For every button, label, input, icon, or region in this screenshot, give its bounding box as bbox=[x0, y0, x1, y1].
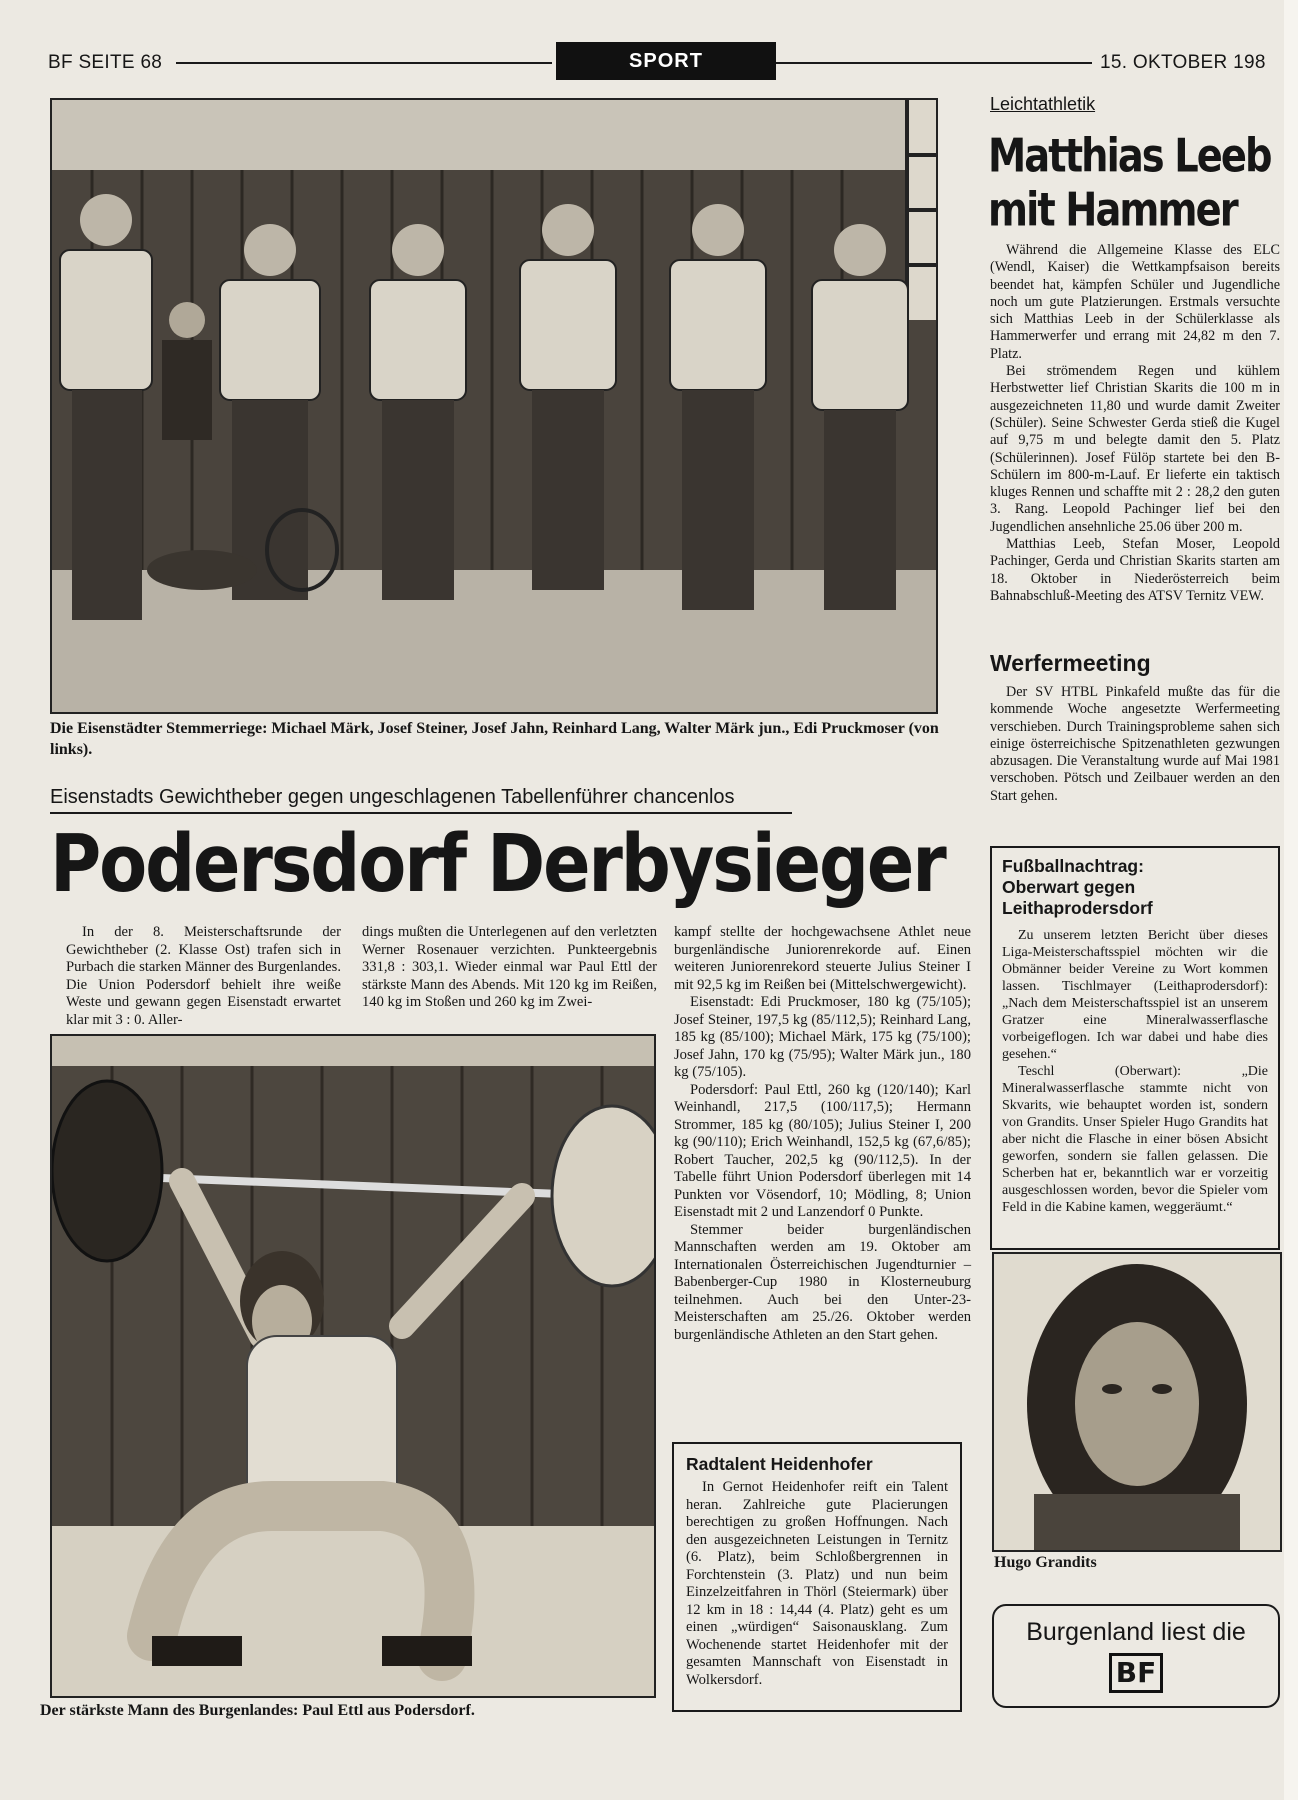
team-photo-illustration bbox=[52, 100, 936, 712]
portrait-illustration bbox=[994, 1254, 1280, 1550]
radtalent-box bbox=[672, 1442, 962, 1712]
sidebar-subtitle: Werfermeeting bbox=[990, 650, 1151, 676]
bf-logo: BF bbox=[1109, 1653, 1163, 1693]
sidebar-sub-body bbox=[990, 684, 1280, 805]
main-col-3-p1: kampf stellte der hochgewachsene Athlet neue burgenländische Juniorenrekorde auf. Einen weiteren Juniorenrekord steuerte Julius Steiner I mit 92,5 kg im Reißen bei (Mittelschwergewicht). bbox=[674, 924, 971, 993]
radtalent-text-wrap bbox=[686, 1479, 948, 1689]
header-rule-right bbox=[776, 62, 1092, 64]
main-col-3-p2: Eisenstadt: Edi Pruckmoser, 180 kg (75/105); Josef Steiner, 197,5 kg (85/112,5); Reinhard Lang, 185 kg (85/100); Michael Märk, 175 kg (75/100); Josef Jahn, 170 kg (75/95); Walter Märk jun., 180 kg (75/105). bbox=[674, 994, 971, 1080]
main-headline: Podersdorf Derbysieger bbox=[50, 818, 945, 911]
bf-ad-text: Burgenland liest die bbox=[1026, 1618, 1246, 1646]
team-photo bbox=[50, 98, 938, 714]
sidebar-headline-2: mit Hammer bbox=[988, 184, 1237, 237]
sidebar-p3: Matthias Leeb, Stefan Moser, Leopold Pachinger, Gerda und Christian Skarits starten am 18. Oktober in Niederösterreich beim Bahnabschluß-Meeting des ATSV Ternitz VEW. bbox=[990, 536, 1280, 604]
main-col-3 bbox=[674, 924, 971, 1344]
page-edge bbox=[1284, 0, 1298, 1800]
bf-ad bbox=[992, 1604, 1280, 1708]
fussball-box bbox=[990, 846, 1280, 1250]
issue-date: 15. OKTOBER 198 bbox=[1100, 52, 1266, 73]
fussball-text: Zu unserem letzten Bericht über dieses Liga-Meisterschaftsspiel möchten wir die Obmänner beider Vereine zu Wort kommen lassen. Tischlmayer (Leithaprodersdorf): „Nach dem Meisterschaftsspiel ist an unserem Gratzer eine Mineralwasserflasche vorbeigeflogen. Ich war dabei und habe dies gesehen.“ bbox=[1002, 928, 1268, 1062]
portrait-photo bbox=[992, 1252, 1282, 1552]
sidebar-p1: Während die Allgemeine Klasse des ELC (Wendl, Kaiser) die Wettkampfsaison bereits beendet hat, kämpfen Schüler und Jugendliche noch um gute Platzierungen. Erstmals versuchte sich Matthias Leeb in der Schülerklasse als Hammerwerfer und errang mit 24,82 m den 7. Platz. bbox=[990, 242, 1280, 362]
kicker-underline bbox=[50, 812, 792, 814]
fussball-text-wrap bbox=[1002, 927, 1268, 1216]
header-rule-left bbox=[176, 62, 552, 64]
radtalent-text: In Gernot Heidenhofer reift ein Talent heran. Zahlreiche gute Placierungen berechtigen zu großen Hoffnungen. Nach den ausgezeichneten Leistungen in Ternitz (6. Platz), beim Schloßbergrennen in Forchtenstein (3. Platz) und nun beim Einzelzeitfahren in Thörl (Steiermark) über 12 km in 18 : 14,44 (4. Platz) geht es um einen „würdigen“ Saisonausklang. Zum Wochenende startet Heidenhofer mit der gesamten Mannschaft von Eisenstadt in Wolkersdorf. bbox=[686, 1479, 948, 1688]
weightlifter-caption: Der stärkste Mann des Burgenlandes: Paul Ettl aus Podersdorf. bbox=[40, 1702, 475, 1719]
main-col-3-p4: Stemmer beider burgenländischen Mannschaften werden am 19. Oktober am Internationalen Österreichischen Jugendturnier – Babenberger-Cup 1980 in Klosterneuburg teilnehmen. Auch bei den Unter-23-Meisterschaften am 25./26. Oktober werden burgenländische Athleten an den Start gehen. bbox=[674, 1221, 971, 1343]
section-label: SPORT bbox=[556, 42, 776, 80]
weightlifter-photo-illustration bbox=[52, 1036, 654, 1696]
main-col-2 bbox=[362, 924, 657, 1012]
main-col-1 bbox=[66, 924, 341, 1029]
main-col-2-text: dings mußten die Unterlegenen auf den verletzten Werner Rosenauer verzichten. Punkteergebnis 331,8 : 303,1. Wieder einmal war Paul Ettl der stärkste Mann des Abends. Mit 120 kg im Reißen, 140 kg im Stoßen und 260 kg im Zwei- bbox=[362, 924, 657, 1010]
main-col-1-text: In der 8. Meisterschaftsrunde der Gewichtheber (2. Klasse Ost) trafen sich in Purbach die starken Männer des Burgenlandes. Die Union Podersdorf behielt ihre weiße Weste und gewann gegen Eisenstadt erwartet klar mit 3 : 0. Aller- bbox=[66, 924, 341, 1028]
team-photo-caption: Die Eisenstädter Stemmerriege: Michael Märk, Josef Steiner, Josef Jahn, Reinhard Lang, Walter Märk jun., Edi Pruckmoser (von links). bbox=[50, 720, 939, 758]
sidebar-kicker: Leichtathletik bbox=[990, 94, 1096, 114]
fussball-title: Fußballnachtrag: Oberwart gegen Leithaprodersdorf bbox=[1002, 856, 1153, 918]
weightlifter-photo bbox=[50, 1034, 656, 1698]
sidebar-headline-1: Matthias Leeb bbox=[988, 130, 1271, 183]
sidebar-p2: Bei strömendem Regen und kühlem Herbstwetter lief Christian Skarits die 100 m in ausgezeichneten 11,80 und wurde damit Zweiter (Schüler). Seine Schwester Gerda stieß die Kugel auf 9,75 m und belegte damit den 5. Platz (Schülerinnen). Josef Fülöp startete bei den B-Schülern im 800-m-Lauf. Er lieferte ein taktisch kluges Rennen und schaffte mit 2 : 28,2 den guten 3. Rang. Leopold Pachinger lief bei den Jugendlichen ansehnliche 25.06 über 200 m. bbox=[990, 363, 1280, 535]
radtalent-title: Radtalent Heidenhofer bbox=[686, 1454, 873, 1474]
main-col-3-p3: Podersdorf: Paul Ettl, 260 kg (120/140); Karl Weinhandl, 217,5 (100/117,5); Hermann Strommer, 185 kg (80/105); Julius Steiner I, 200 kg (90/110); Erich Weinhandl, 152,5 kg (67,6/85); Robert Taucher, 202,5 kg (90/112,5). In der Tabelle führt Union Podersdorf überlegen mit 14 Punkten vor Vösendorf, 10; Mödling, 8; Union Eisenstadt mit 2 und Lanzendorf 0 Punkte. bbox=[674, 1081, 971, 1220]
fussball-text-2: Teschl (Oberwart): „Die Mineralwasserflasche stammte nicht von Skvarits, wie behauptet worden ist, sondern von Grandits. Unser Spieler Hugo Grandits hat aber nicht die Flasche in einer bösen Absicht geworfen, sondern sie fallen gelassen. Die Scherben hat er, bekanntlich war er vorzeitig ausgeschlossen worden, bevor die Spieler vom Feld in die Kabine kamen, weggeräumt.“ bbox=[1002, 1064, 1268, 1215]
sidebar-body bbox=[990, 242, 1280, 605]
portrait-caption: Hugo Grandits bbox=[994, 1554, 1097, 1571]
page-number: BF SEITE 68 bbox=[48, 52, 163, 73]
main-kicker: Eisenstadts Gewichtheber gegen ungeschlagenen Tabellenführer chancenlos bbox=[50, 786, 735, 808]
sidebar-sub-text: Der SV HTBL Pinkafeld mußte das für die kommende Woche angesetzte Werfermeeting verschieben. Durch Trainingsprobleme sahen sich einige österreichische Spitzenathleten gezwungen abzusagen. Die Veranstaltung wurde auf Mai 1981 verschoben. Pötsch und Zeilbauer werden an den Start gehen. bbox=[990, 684, 1280, 804]
